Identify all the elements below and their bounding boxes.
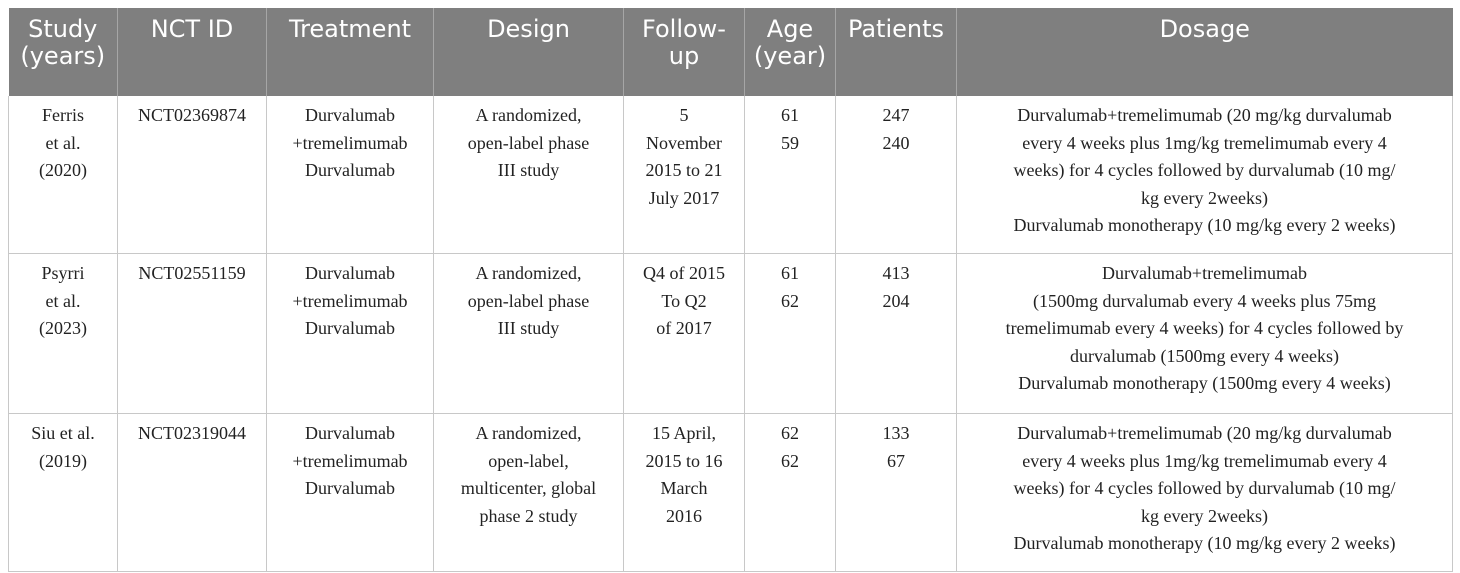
study-text: et al.	[45, 132, 81, 153]
nct-text: NCT02319044	[138, 423, 246, 443]
followup-text: July 2017	[648, 187, 720, 208]
header-cell	[118, 8, 267, 96]
dosage-text: weeks) for 4 cycles followed by durvalumab (10 mg/	[1013, 478, 1396, 498]
study-text: Ferris	[42, 105, 84, 125]
followup-text: To Q2	[661, 290, 707, 311]
followup-text: Q4 of 2015	[643, 263, 725, 283]
study-text: (2020)	[39, 160, 87, 180]
followup-text: November	[646, 132, 722, 153]
header-text: Patients	[847, 15, 945, 43]
patients-cell	[836, 254, 957, 414]
followup-text: 15 April,	[651, 423, 716, 443]
age-text: 61	[781, 263, 799, 283]
age-text: 59	[781, 132, 799, 153]
followup-text: 2015 to 16	[645, 450, 723, 471]
followup-cell	[624, 96, 745, 254]
dosage-text: kg every 2weeks)	[1141, 187, 1268, 208]
dosage-text: every 4 weeks plus 1mg/kg tremelimumab every 4	[1022, 450, 1387, 471]
age-cell	[745, 96, 836, 254]
header-text: Follow-	[642, 15, 726, 43]
followup-text: of 2017	[656, 318, 712, 338]
header-cell	[957, 8, 1453, 96]
followup-text: March	[660, 478, 708, 498]
patients-text: 204	[882, 290, 910, 311]
header-text: Age	[766, 15, 814, 43]
treatment-text: Durvalumab	[305, 318, 395, 338]
followup-text: 2015 to 21	[645, 160, 723, 180]
treatment-text: Durvalumab	[305, 423, 395, 443]
design-text: A randomized,	[475, 105, 582, 125]
design-text: open-label phase	[467, 290, 590, 311]
header-text: (year)	[753, 42, 827, 70]
dosage-text: kg every 2weeks)	[1141, 505, 1268, 526]
dosage-text: every 4 weeks plus 1mg/kg tremelimumab every 4	[1022, 132, 1387, 153]
design-cell	[434, 254, 624, 414]
dosage-text: Durvalumab+tremelimumab (20 mg/kg durvalumab	[1017, 105, 1392, 125]
design-text: III study	[497, 160, 560, 180]
nct-text: NCT02369874	[138, 105, 246, 125]
dosage-text: Durvalumab monotherapy (1500mg every 4 weeks)	[1018, 373, 1391, 393]
table-row	[9, 414, 1453, 572]
design-text: phase 2 study	[479, 505, 578, 526]
study-text: Siu et al.	[31, 423, 95, 443]
dosage-text: (1500mg durvalumab every 4 weeks plus 75mg	[1033, 290, 1376, 311]
patients-text: 413	[882, 263, 910, 283]
treatment-text: Durvalumab	[305, 160, 395, 180]
design-cell	[434, 96, 624, 254]
header-cell	[9, 8, 118, 96]
design-text: III study	[497, 318, 560, 338]
header-cell	[434, 8, 624, 96]
nct-cell	[118, 254, 267, 414]
header-row	[9, 8, 1453, 96]
followup-text: 5	[679, 105, 689, 125]
design-text: multicenter, global	[460, 478, 597, 498]
age-text: 62	[781, 290, 799, 311]
design-text: open-label,	[488, 450, 569, 471]
treatment-cell	[267, 414, 434, 572]
header-text: Study	[28, 15, 98, 43]
dosage-text: Durvalumab monotherapy (10 mg/kg every 2 weeks)	[1013, 533, 1396, 553]
header-text: (years)	[20, 42, 106, 70]
patients-text: 67	[887, 450, 905, 471]
nct-cell	[118, 96, 267, 254]
header-text: up	[668, 42, 700, 70]
study-text: Psyrri	[41, 263, 85, 283]
dosage-text: Durvalumab+tremelimumab	[1101, 263, 1308, 283]
age-text: 62	[781, 423, 799, 443]
followup-cell	[624, 414, 745, 572]
treatment-text: +tremelimumab	[292, 132, 408, 153]
treatment-text: +tremelimumab	[292, 290, 408, 311]
study-cell	[9, 254, 118, 414]
followup-text: 2016	[666, 505, 702, 526]
design-cell	[434, 414, 624, 572]
study-text: (2023)	[39, 318, 87, 338]
treatment-text: Durvalumab	[305, 478, 395, 498]
header-cell	[745, 8, 836, 96]
header-cell	[267, 8, 434, 96]
study-text: (2019)	[39, 450, 87, 471]
dosage-text: Durvalumab monotherapy (10 mg/kg every 2 weeks)	[1013, 215, 1396, 235]
followup-cell	[624, 254, 745, 414]
header-cell	[624, 8, 745, 96]
patients-cell	[836, 414, 957, 572]
design-text: open-label phase	[467, 132, 590, 153]
design-text: A randomized,	[475, 263, 582, 283]
header-text: Dosage	[1159, 15, 1250, 43]
treatment-text: +tremelimumab	[292, 450, 408, 471]
age-cell	[745, 254, 836, 414]
dosage-text: durvalumab (1500mg every 4 weeks)	[1070, 345, 1339, 366]
treatment-cell	[267, 96, 434, 254]
treatment-text: Durvalumab	[305, 263, 395, 283]
nct-cell	[118, 414, 267, 572]
study-cell	[9, 414, 118, 572]
dosage-cell	[957, 254, 1453, 414]
table-row	[9, 254, 1453, 414]
patients-text: 247	[882, 105, 910, 125]
header-cell	[836, 8, 957, 96]
patients-text: 133	[882, 423, 910, 443]
study-table	[8, 8, 1453, 572]
table-row	[9, 96, 1453, 254]
age-text: 62	[781, 450, 799, 471]
header-text: Treatment	[288, 15, 412, 43]
treatment-cell	[267, 254, 434, 414]
age-text: 61	[781, 105, 799, 125]
treatment-text: Durvalumab	[305, 105, 395, 125]
dosage-text: Durvalumab+tremelimumab (20 mg/kg durvalumab	[1017, 423, 1392, 443]
dosage-cell	[957, 96, 1453, 254]
header-text: NCT ID	[150, 15, 234, 43]
nct-text: NCT02551159	[138, 263, 246, 283]
dosage-cell	[957, 414, 1453, 572]
header-text: Design	[487, 15, 570, 43]
study-text: et al.	[45, 290, 81, 311]
age-cell	[745, 414, 836, 572]
study-cell	[9, 96, 118, 254]
patients-cell	[836, 96, 957, 254]
patients-text: 240	[882, 132, 910, 153]
design-text: A randomized,	[475, 423, 582, 443]
dosage-text: tremelimumab every 4 weeks) for 4 cycles followed by	[1005, 318, 1404, 338]
dosage-text: weeks) for 4 cycles followed by durvalumab (10 mg/	[1013, 160, 1396, 180]
